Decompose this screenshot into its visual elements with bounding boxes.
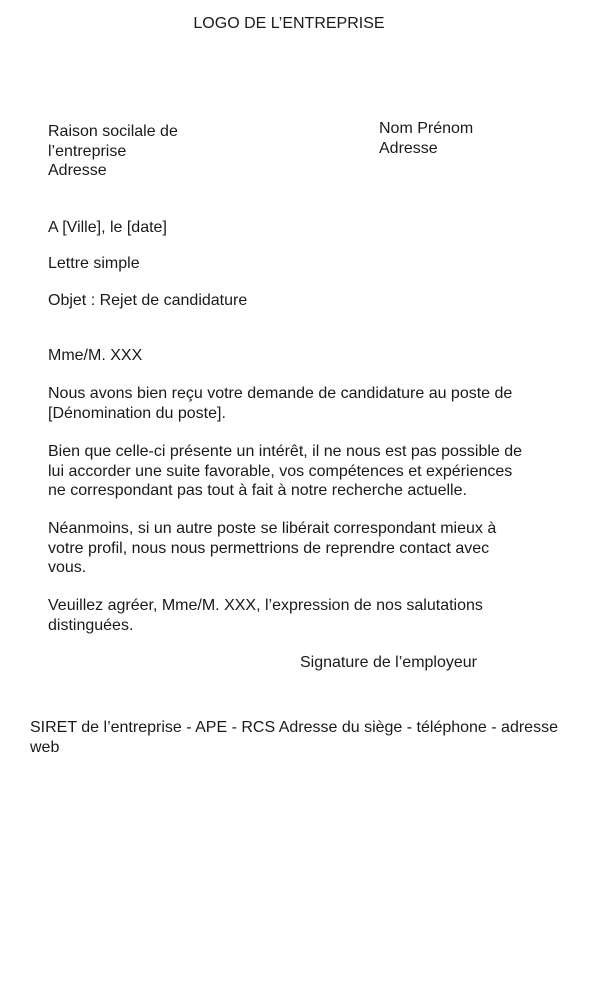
recipient-block [379,119,579,158]
employer-signature-label: Signature de l’employeur [300,654,477,671]
sender-address: Adresse [48,162,107,179]
body-paragraph: Nous avons bien reçu votre demande de candidature au poste de [Dénomination du poste]. [48,385,513,422]
letter-subject: Objet : Rejet de candidature [48,292,248,309]
letter-type: Lettre simple [48,255,140,272]
place-date: A [Ville], le [date] [48,219,167,236]
body-paragraph: Bien que celle-ci présente un intérêt, il ne nous est pas possible de lui accorder une suite favorable, vos compétences et expériences ne correspondant pas tout à fait à notre recherche actuelle. [48,443,523,499]
recipient-name: Nom Prénom [379,120,474,137]
sender-company-name: Raison socilale de l’entreprise [48,123,178,160]
salutation: Mme/M. XXX [48,347,143,364]
company-logo-placeholder: LOGO DE L’ENTREPRISE [193,15,385,32]
sender-block [48,122,228,181]
recipient-address: Adresse [379,139,438,157]
body-paragraph: Néanmoins, si un autre poste se libérait correspondant mieux à votre profil, nous nous permettrions de reprendre contact avec vous. [48,520,497,576]
company-footer: SIRET de l’entreprise - APE - RCS Adresse du siège - téléphone - adresse web [30,719,558,756]
closing-paragraph: Veuillez agréer, Mme/M. XXX, l’expression de nos salutations distinguées. [48,597,483,634]
